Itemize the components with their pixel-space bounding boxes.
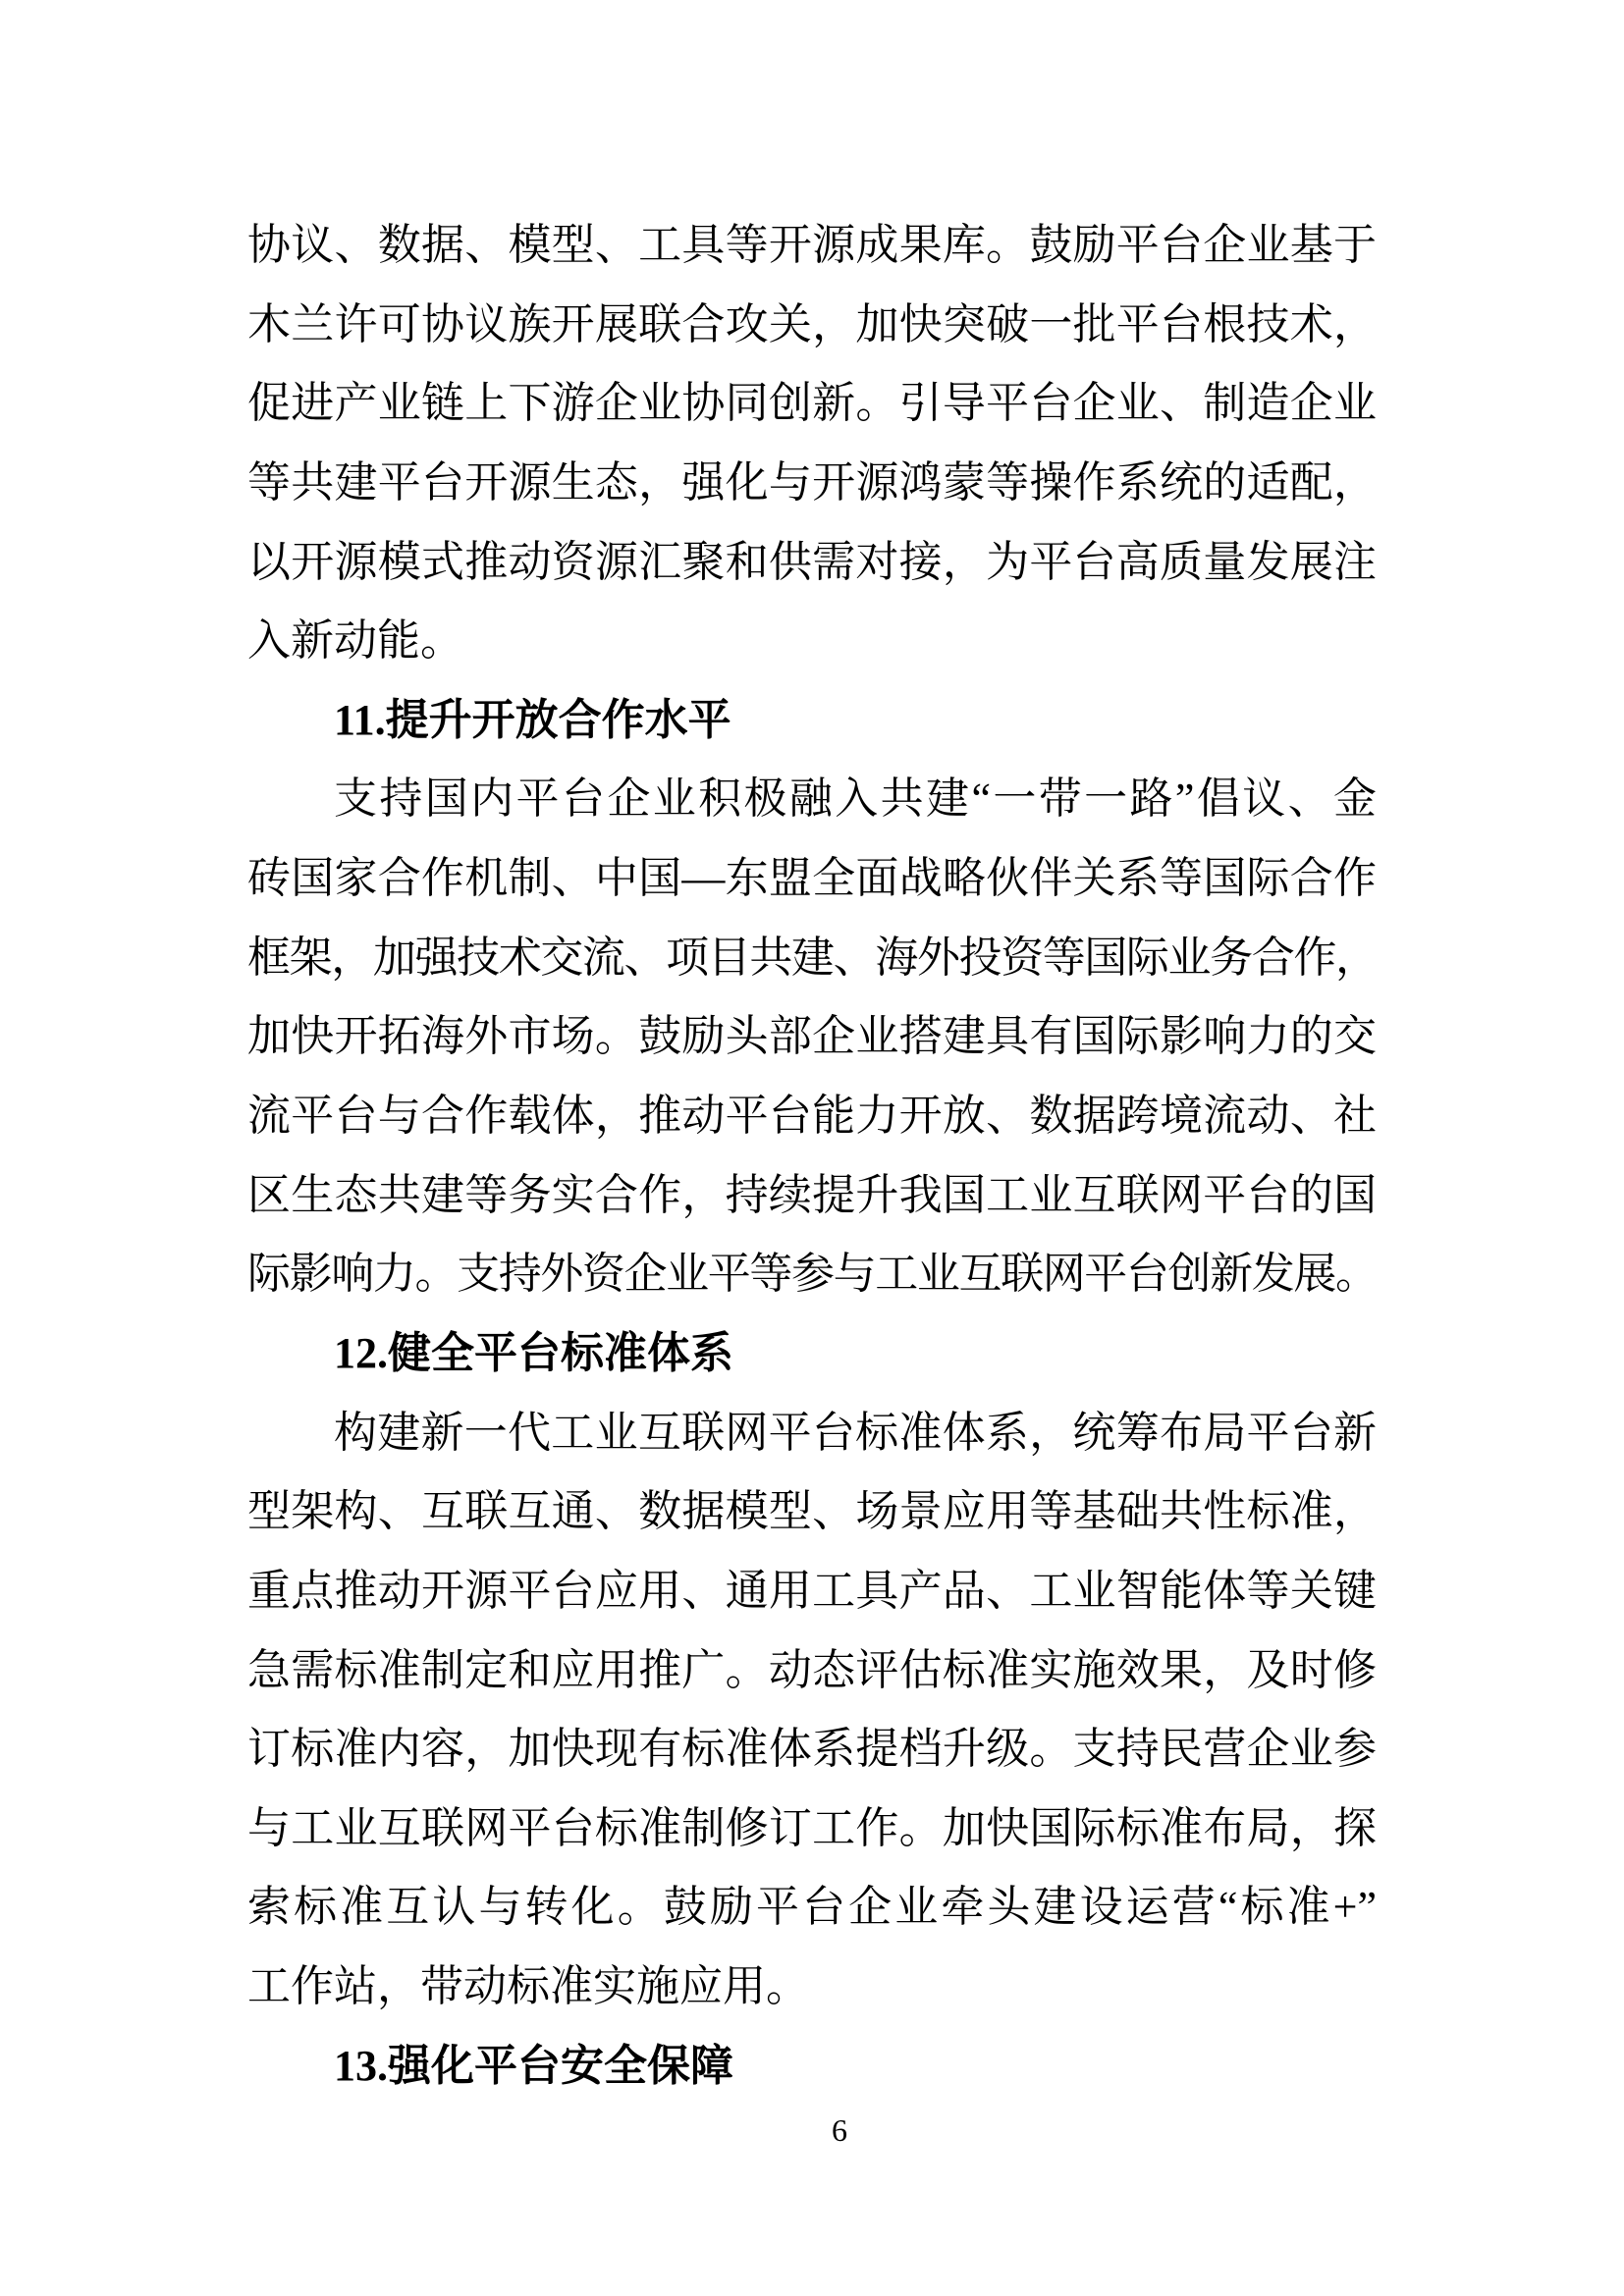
- text-line: 订标准内容，加快现有标准体系提档升级。支持民营企业参: [247, 1725, 1377, 1774]
- text-line: 支持国内平台企业积极融入共建“一带一路”倡议、金: [334, 774, 1377, 824]
- text-line: 木兰许可协议族开展联合攻关，加快突破一批平台根技术，: [247, 299, 1377, 348]
- text-line: 与工业互联网平台标准制修订工作。加快国际标准布局，探: [247, 1803, 1377, 1852]
- text-line: 协议、数据、模型、工具等开源成果库。鼓励平台企业基于: [247, 221, 1377, 269]
- text-line: 构建新一代工业互联网平台标准体系，统筹布局平台新: [334, 1408, 1377, 1457]
- text-line: 重点推动开源平台应用、通用工具产品、工业智能体等关键: [247, 1566, 1377, 1615]
- section-heading-11: 11.提升开放合作水平: [334, 695, 731, 744]
- text-line: 入新动能。: [247, 616, 463, 666]
- text-line: 以开源模式推动资源汇聚和供需对接，为平台高质量发展注: [247, 537, 1377, 586]
- text-line: 加快开拓海外市场。鼓励头部企业搭建具有国际影响力的交: [247, 1012, 1377, 1061]
- page-body-text: [247, 206, 1377, 2106]
- text-line: 型架构、互联互通、数据模型、场景应用等基础共性标准，: [247, 1487, 1377, 1536]
- text-line: 促进产业链上下游企业协同创新。引导平台企业、制造企业: [247, 379, 1377, 428]
- text-line: 际影响力。支持外资企业平等参与工业互联网平台创新发展。: [247, 1250, 1377, 1299]
- text-line: 等共建平台开源生态，强化与开源鸿蒙等操作系统的适配，: [247, 457, 1377, 507]
- text-line: 框架，加强技术交流、项目共建、海外投资等国际业务合作，: [247, 933, 1377, 982]
- text-line: 流平台与合作载体，推动平台能力开放、数据跨境流动、社: [247, 1092, 1377, 1141]
- text-line: 区生态共建等务实合作，持续提升我国工业互联网平台的国: [247, 1170, 1377, 1219]
- text-line: 急需标准制定和应用推广。动态评估标准实施效果，及时修: [247, 1645, 1377, 1694]
- section-heading-13: 13.强化平台安全保障: [334, 2041, 733, 2090]
- text-line: 砖国家合作机制、中国—东盟全面战略伙伴关系等国际合作: [247, 854, 1377, 903]
- text-line: 索标准互认与转化。鼓励平台企业牵头建设运营“标准+”: [247, 1883, 1377, 1932]
- page-number: 6: [832, 2112, 847, 2148]
- text-line: 工作站，带动标准实施应用。: [247, 1962, 809, 2011]
- section-heading-12: 12.健全平台标准体系: [334, 1328, 733, 1377]
